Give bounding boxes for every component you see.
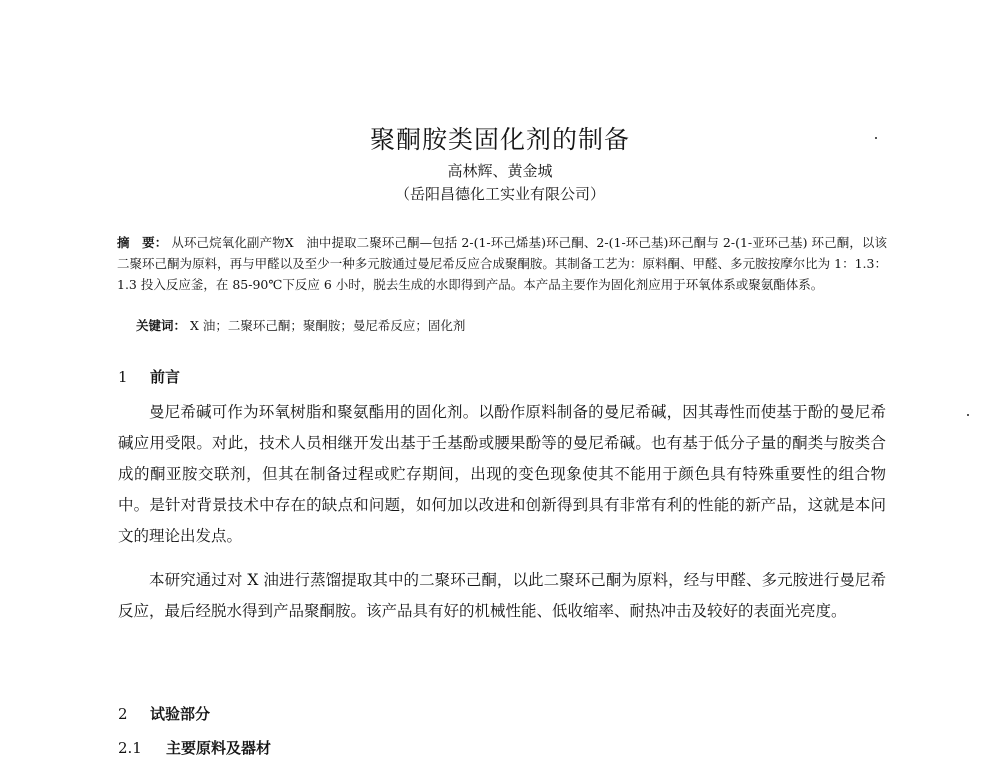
abstract-label: 摘 要： (117, 235, 168, 250)
keywords-label: 关键词： (136, 318, 187, 333)
section-title: 试验部分 (150, 705, 211, 723)
paper-title: 聚酮胺类固化剂的制备 (369, 125, 630, 154)
scan-speck (967, 414, 969, 416)
body-paragraph: 曼尼希碱可作为环氧树脂和聚氨酯用的固化剂。以酚作原料制备的曼尼希碱，因其毒性而使基于酚的曼尼希碱应用受限。对此，技术人员相继开发出基于壬基酚或腰果酚等的曼尼希碱。也有基于低分子量的酮类与胺类合成的酮亚胺交联剂，但其在制备过程或贮存期间，出现的变色现象使其不能用于颜色具有特殊重要性的组合物中。是针对背景技术中存在的缺点和问题，如何加以改进和创新得到具有非常有利的性能的新产品，这就是本问文的理论出发点。 (118, 403, 886, 545)
section-heading-experimental (118, 703, 210, 724)
scan-speck (875, 137, 877, 139)
body-paragraph: 本研究通过对 X 油进行蒸馏提取其中的二聚环己酮，以此二聚环己酮为原料，经与甲醛、多元胺进行曼尼希反应，最后经脱水得到产品聚酮胺。该产品具有好的机械性能、低收缩率、耐热冲击及较好的表面光亮度。 (118, 571, 886, 620)
keywords-text: X 油；二聚环己酮；聚酮胺；曼尼希反应；固化剂 (190, 318, 466, 333)
section-number: 1 (118, 368, 128, 386)
abstract (117, 232, 887, 295)
subsection-heading-materials (118, 737, 271, 758)
keywords (136, 316, 876, 334)
paper-authors: 高林辉、黄金城 (447, 162, 553, 180)
abstract-text: 从环己烷氧化副产物X 油中提取二聚环己酮—包括 2-(1-环己烯基)环己酮、2-(1-环己基)环己酮与 2-(1-亚环己基) 环己酮，以该二聚环己酮为原料，再与甲醛以及至少一种多元胺通过曼尼希反应合成聚酮胺。其制备工艺为：原料酮、甲醛、多元胺按摩尔比为 1：1.3：1.3 投入反应釜，在 85-90℃下反应 6 小时，脱去生成的水即得到产品。本产品主要作为固化剂应用于环氧体系或聚氨酯体系。 (117, 235, 887, 292)
paper-affiliation: （岳阳昌德化工实业有限公司） (394, 185, 605, 203)
subsection-title: 主要原料及器材 (166, 739, 272, 757)
section-number: 2 (118, 705, 128, 723)
subsection-number: 2.1 (118, 739, 142, 757)
section-title: 前言 (150, 368, 181, 386)
section-heading-introduction (118, 366, 180, 387)
